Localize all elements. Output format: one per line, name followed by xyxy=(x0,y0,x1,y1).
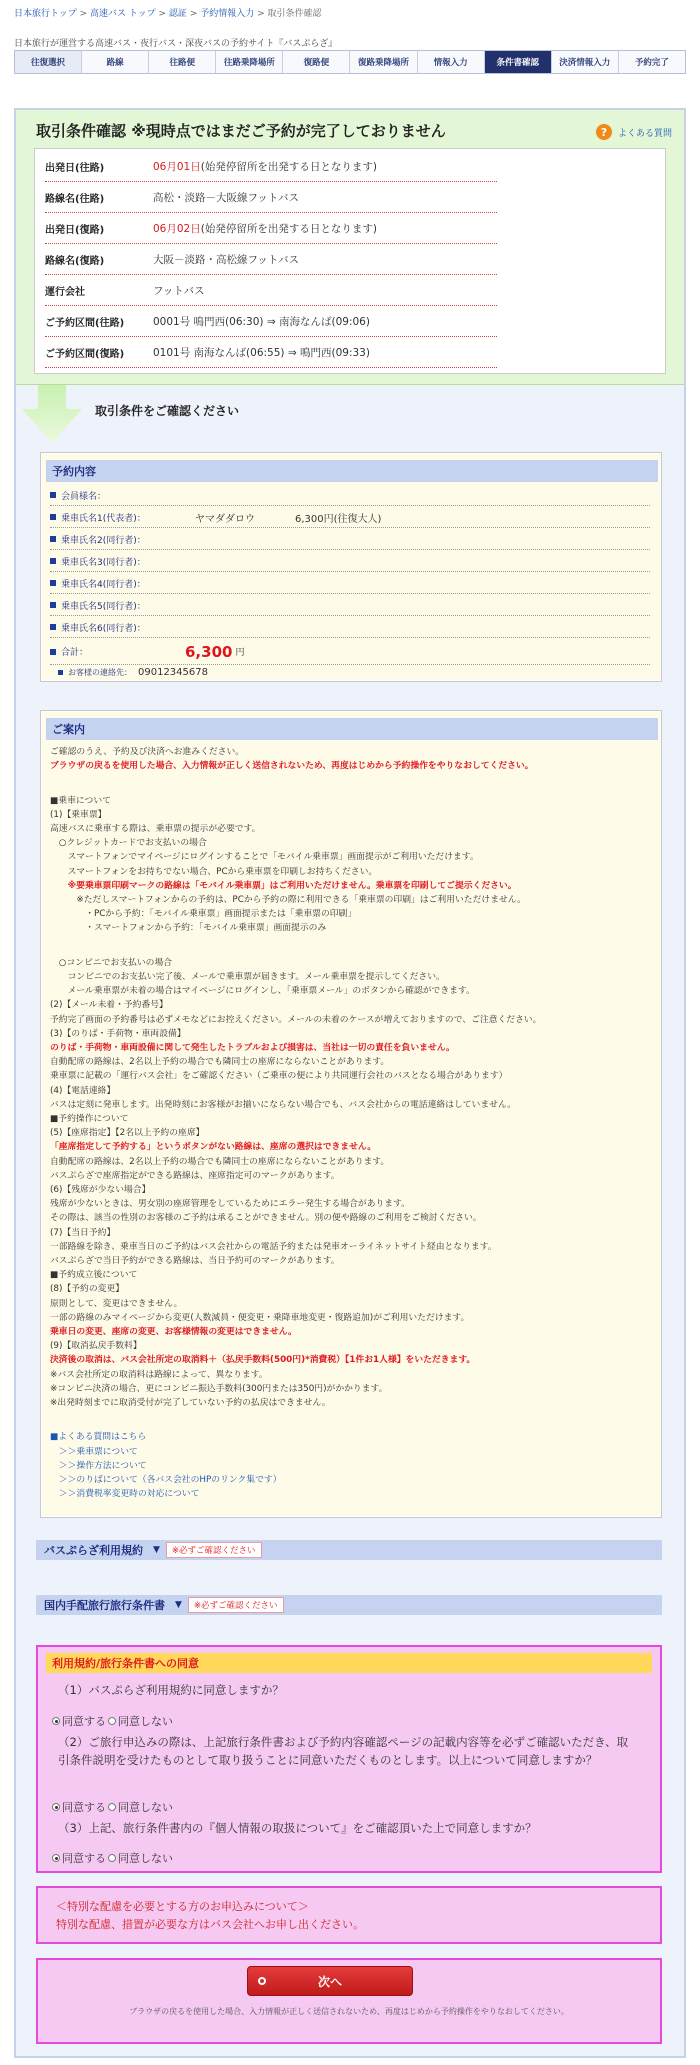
guidance-line: その際は、該当の性別のお客様のご予約は承ることができません。別の便や路線のご利用をご検討ください。 xyxy=(50,1213,482,1224)
faq-link[interactable]: ＞＞乗車票について xyxy=(50,1446,138,1457)
chevron-down-icon: ▼ xyxy=(153,1545,160,1555)
radio-label[interactable]: 同意しない xyxy=(118,1852,173,1865)
bullet-square-icon xyxy=(50,580,56,586)
breadcrumb-item[interactable]: 高速バス トップ xyxy=(90,9,156,19)
breadcrumb-item[interactable]: 予約情報入力 xyxy=(200,9,255,19)
travel-conditions-toggle[interactable] xyxy=(36,1595,662,1615)
step-item: 路線 xyxy=(82,51,149,73)
summary-row xyxy=(45,337,497,368)
accordion-title: バスぷらざ利用規約 xyxy=(44,1544,143,1557)
question-3: （3）上記、旅行条件書内の『個人情報の取扱について』をご確認頂いた上で同意しますか？ xyxy=(58,1821,537,1835)
guidance-line: ブラウザの戻るを使用した場合、入力情報が正しく送信されないため、再度はじめから予約操作をやりなおしてください。 xyxy=(50,761,534,772)
agreement-section xyxy=(36,1645,662,1873)
guidance-line: ・PCから予約：「モバイル乗車票」画面提示または「乗車票の印刷」 xyxy=(50,909,357,920)
next-button[interactable] xyxy=(247,1966,413,1996)
breadcrumb-sep: > xyxy=(158,9,167,19)
summary-value: フットバス xyxy=(153,284,205,297)
step-item: 往路便 xyxy=(149,51,216,73)
guidance-line: 乗車票に記載の「運行バス会社」をご確認ください（ご乗車の便により共同運行会社のバスとなる場合があります） xyxy=(50,1071,508,1082)
total-unit: 円 xyxy=(235,648,245,658)
faq-link[interactable] xyxy=(596,124,672,140)
guidance-section xyxy=(40,710,662,1518)
breadcrumb-current: 取引条件確認 xyxy=(267,9,322,19)
summary-row xyxy=(45,275,497,306)
bullet-square-icon xyxy=(50,536,56,542)
breadcrumb-sep: > xyxy=(79,9,88,19)
radio-label[interactable]: 同意しない xyxy=(118,1801,173,1814)
step-item: 予約完了 xyxy=(619,51,685,73)
summary-key: 路線名(復路) xyxy=(45,255,105,267)
guidance-line: 決済後の取消は、バス会社所定の取消料＋（払戻手数料(500円)*消費税）【1件お1人様】をいただきます。 xyxy=(50,1355,476,1366)
guidance-line: ※バス会社所定の取消料は路線によって、異なります。 xyxy=(50,1369,268,1380)
q2-agree-radio[interactable] xyxy=(52,1803,60,1811)
section-title: 予約内容 xyxy=(46,460,658,482)
guidance-line: (6)【残席が少ない場合】 xyxy=(50,1185,151,1195)
row-label: 乗車氏名3(同行者)： xyxy=(61,557,146,568)
q1-agree-radio[interactable] xyxy=(52,1717,60,1725)
row-label: 乗車氏名6(同行者)： xyxy=(61,623,146,634)
guidance-line: 自動配席の路線は、2名以上予約の場合でも隣同士の座席にならないことがあります。 xyxy=(50,1057,390,1068)
notice-text: 特別な配慮、措置が必要な方はバス会社へお申し出ください。 xyxy=(56,1918,364,1931)
faq-link[interactable]: ＞＞のりばについて（各バス会社のHPのリンク集です） xyxy=(50,1475,282,1485)
breadcrumb-sep: > xyxy=(257,9,265,19)
row-value: ヤマダダロウ 6,300円(往復大人) xyxy=(195,513,382,525)
guidance-line: ・スマートフォンから予約：「モバイル乗車票」画面提示のみ xyxy=(50,923,327,934)
next-label: 次へ xyxy=(317,1974,342,1989)
guidance-line: ※要乗車票印刷マークの路線は「モバイル乗車票」はご利用いただけません。乗車票を印刷してご提示ください。 xyxy=(50,880,517,891)
summary-value: 0101号 南海なんば(06:55) ⇒ 鳴門西(09:33) xyxy=(153,346,370,359)
breadcrumb-sep: > xyxy=(189,9,198,19)
passenger-row xyxy=(50,617,650,638)
guidance-line: (2)【メール未着・予約番号】 xyxy=(50,1000,168,1011)
guidance-line: (4)【電話連絡】 xyxy=(50,1085,116,1096)
special-needs-notice xyxy=(36,1886,662,1944)
guidance-line: 予約完了画面の予約番号は必ずメモなどにお控えください。メールの未着のケースが増えておりますので、ご注意ください。 xyxy=(50,1014,542,1025)
summary-value: 高松・淡路－大阪線フットバス xyxy=(153,191,300,204)
section-heading: 取引条件をご確認ください xyxy=(95,404,240,418)
required-badge: ※必ずご確認ください xyxy=(188,1597,284,1613)
agreement-title: 利用規約/旅行条件書への同意 xyxy=(46,1653,652,1673)
row-label: 乗車氏名5(同行者)： xyxy=(61,601,146,612)
next-section xyxy=(36,1958,662,2044)
step-item: 決済情報入力 xyxy=(552,51,619,73)
guidance-line: のりば・手荷物・車両設備に関して発生したトラブルおよび損害は、当社は一切の責任を負いません。 xyxy=(50,1043,455,1053)
bullet-square-icon xyxy=(50,558,56,564)
q3-disagree-radio[interactable] xyxy=(108,1854,116,1862)
summary-date: 06月02日 xyxy=(153,222,201,235)
guidance-line: ○クレジットカードでお支払いの場合 xyxy=(50,838,207,849)
radio-dot-icon xyxy=(258,1977,266,1985)
bullet-square-icon xyxy=(50,602,56,608)
down-arrow-icon xyxy=(22,385,82,443)
site-description: 日本旅行が運営する高速バス・夜行バス・深夜バスの予約サイト『バスぷらざ』 xyxy=(14,39,338,49)
chevron-down-icon: ▼ xyxy=(175,1600,182,1610)
notice-heading: ＜特別な配慮を必要とする方のお申込みについて＞ xyxy=(56,1900,309,1913)
guidance-line: ■予約操作について xyxy=(50,1114,129,1124)
progress-steps xyxy=(14,50,686,74)
guidance-line: バスぷらざで当日予約ができる路線は、当日予約可のマークがあります。 xyxy=(50,1256,340,1266)
guidance-line: 残席が少ないときは、男女別の座席管理をしているためにエラー発生する場合があります。 xyxy=(50,1199,410,1210)
guidance-line: 自動配席の路線は、2名以上予約の場合でも隣同士の座席にならないことがあります。 xyxy=(50,1156,390,1167)
guidance-body xyxy=(42,712,660,1516)
contact-row xyxy=(58,665,658,679)
summary-row xyxy=(45,213,497,244)
question-1: （1）バスぷらざ利用規約に同意しますか？ xyxy=(58,1683,284,1697)
bullet-square-icon xyxy=(50,492,56,498)
summary-row xyxy=(45,182,497,213)
total-label: 合計： xyxy=(61,648,89,658)
guidance-line: ■乗車について xyxy=(50,795,111,806)
summary-key: ご予約区間(往路) xyxy=(45,317,125,329)
step-item-active: 条件書確認 xyxy=(485,51,552,73)
guidance-line: (3)【のりば・手荷物・車両設備】 xyxy=(50,1028,186,1039)
guidance-line: (1)【乗車票】 xyxy=(50,809,107,820)
radio-label[interactable]: 同意する xyxy=(62,1801,106,1814)
guidance-line: (8)【予約の変更】 xyxy=(50,1284,125,1295)
summary-row xyxy=(45,244,497,275)
q1-disagree-radio[interactable] xyxy=(108,1717,116,1725)
summary-date: 06月01日 xyxy=(153,160,201,173)
question-icon: ? xyxy=(596,124,612,140)
radio-label[interactable]: 同意する xyxy=(62,1715,106,1728)
summary-key: 出発日(復路) xyxy=(45,224,105,236)
breadcrumb-item[interactable]: 日本旅行トップ xyxy=(14,9,77,19)
guidance-line: ○コンビニでお支払いの場合 xyxy=(50,957,173,968)
contact-value: 09012345678 xyxy=(138,666,208,678)
contact-label: お客様の連絡先： xyxy=(68,667,132,677)
passenger-row xyxy=(50,573,650,594)
guidance-line: スマートフォンでマイページにログインすることで「モバイル乗車票」画面提示がご利用いただけます。 xyxy=(50,852,479,863)
bullet-square-icon xyxy=(58,670,63,675)
step-item: 往復選択 xyxy=(15,51,82,73)
guidance-line: (5)【座席指定】【2名以上予約の座席】 xyxy=(50,1128,205,1139)
faq-label: よくある質問 xyxy=(617,128,672,139)
passenger-row xyxy=(50,507,650,528)
guidance-line: ■予約成立後について xyxy=(50,1270,138,1281)
guidance-line: (9)【取消払戻手数料】 xyxy=(50,1341,142,1352)
bullet-square-icon xyxy=(50,649,56,655)
terms-of-use-toggle[interactable] xyxy=(36,1540,662,1560)
section-title: ご案内 xyxy=(46,718,658,740)
guidance-line: (7)【当日予約】 xyxy=(50,1227,116,1238)
row-label: 会員様名： xyxy=(61,491,107,502)
summary-value: (始発停留所を出発する日となります) xyxy=(200,160,377,173)
passenger-row xyxy=(50,529,650,550)
q3-options xyxy=(52,1850,173,1866)
total-row xyxy=(50,639,650,665)
question-2: （2）ご旅行申込みの際は、上記旅行条件書および予約内容確認ページの記載内容等を必ずご確認いただき、取引条件説明を受けたものとして取り扱うことに同意いただくものとします。以上について同意しますか？ xyxy=(58,1735,629,1767)
guidance-line: 原則として、変更はできません。 xyxy=(50,1298,183,1309)
summary-key: 出発日(往路) xyxy=(45,162,105,174)
next-note: ブラウザの戻るを使用した場合、入力情報が正しく送信されないため、再度はじめから予約操作をやりなおしてください。 xyxy=(129,2007,569,2016)
summary-row xyxy=(45,151,497,182)
required-badge: ※必ずご確認ください xyxy=(166,1542,262,1558)
radio-label[interactable]: 同意する xyxy=(62,1852,106,1865)
faq-link[interactable]: ＞＞操作方法について xyxy=(50,1460,147,1471)
summary-key: 路線名(往路) xyxy=(45,193,105,205)
q3-agree-radio[interactable] xyxy=(52,1854,60,1862)
guidance-line: ※出発時刻までに取消受付が完了していない予約の払戻はできません。 xyxy=(50,1398,331,1408)
summary-key: ご予約区間(復路) xyxy=(45,348,125,360)
guidance-line: ご確認のうえ、予約及び決済へお進みください。 xyxy=(50,747,245,757)
guidance-line: メール乗車票が未着の場合はマイページにログインし、「乗車票メール」のボタンから確認ができます。 xyxy=(50,986,475,997)
guidance-line: ※コンビニ決済の場合、更にコンビニ振込手数料(300円または350円)がかかります。 xyxy=(50,1383,388,1394)
row-label: 乗車氏名2(同行者)： xyxy=(61,535,146,546)
reservation-details-body xyxy=(42,454,660,680)
guidance-line: ※ただしスマートフォンからの予約は、PCから予約の際に利用できる「乗車票の印刷」はご利用いただけません。 xyxy=(50,895,526,905)
page-title: 取引条件確認 ※現時点ではまだご予約が完了しておりません xyxy=(36,122,446,140)
q2-disagree-radio[interactable] xyxy=(108,1803,116,1811)
guidance-line: バスは定刻に発車します。出発時刻にお客様がお揃いにならない場合でも、バス会社からの電話連絡はしていません。 xyxy=(50,1099,517,1110)
passenger-row xyxy=(50,595,650,616)
accordion-title: 国内手配旅行旅行条件書 xyxy=(44,1599,165,1612)
q1-options xyxy=(52,1713,173,1729)
guidance-line: 「座席指定して予約する」というボタンがない路線は、座席の選択はできません。 xyxy=(50,1142,377,1153)
summary-value: (始発停留所を出発する日となります) xyxy=(200,222,377,235)
total-amount: 6,300 xyxy=(185,642,233,661)
guidance-line: バスぷらざで座席指定ができる路線は、座席指定可のマークがあります。 xyxy=(50,1170,340,1181)
breadcrumb-item[interactable]: 認証 xyxy=(168,9,187,19)
guidance-line: 高速バスに乗車する際は、乗車票の提示が必要です。 xyxy=(50,824,261,834)
summary-value: 大阪－淡路・高松線フットバス xyxy=(153,253,300,266)
guidance-line: コンビニでのお支払い完了後、メールで乗車票が届きます。メール乗車票を提示してください。 xyxy=(50,972,445,982)
summary-row xyxy=(45,306,497,337)
bullet-square-icon xyxy=(50,624,56,630)
faq-link[interactable]: ■よくある質問はこちら xyxy=(50,1432,147,1443)
guidance-line: 一部の路線のみマイページから変更(人数減員・便変更・乗降車地変更・復路追加)がご利用いただけます。 xyxy=(50,1312,470,1323)
step-item: 復路便 xyxy=(283,51,350,73)
passenger-row xyxy=(50,485,650,506)
guidance-line: スマートフォンをお持ちでない場合、PCから乗車票を印刷しお持ちください。 xyxy=(50,866,378,877)
row-label: 乗車氏名1(代表者)： xyxy=(61,513,146,524)
reservation-summary xyxy=(34,148,666,374)
row-label: 乗車氏名4(同行者)： xyxy=(61,579,146,590)
step-item: 往路乗降場所 xyxy=(216,51,283,73)
summary-value: 0001号 鳴門西(06:30) ⇒ 南海なんば(09:06) xyxy=(153,315,370,328)
q2-options xyxy=(52,1799,173,1815)
step-item: 情報入力 xyxy=(418,51,485,73)
summary-panel xyxy=(16,110,684,385)
faq-link[interactable]: ＞＞消費税率変更時の対応について xyxy=(50,1489,200,1500)
bullet-square-icon xyxy=(50,514,56,520)
reservation-details xyxy=(40,452,662,682)
guidance-line: 一部路線を除き、乗車当日のご予約はバス会社からの電話予約または発車オーライネットサイト経由となります。 xyxy=(50,1241,497,1252)
summary-key: 運行会社 xyxy=(45,286,85,298)
passenger-row xyxy=(50,551,650,572)
step-item: 復路乗降場所 xyxy=(350,51,417,73)
guidance-line: 乗車日の変更、座席の変更、お客様情報の変更はできません。 xyxy=(50,1327,297,1337)
breadcrumb xyxy=(14,6,322,19)
radio-label[interactable]: 同意しない xyxy=(118,1715,173,1728)
